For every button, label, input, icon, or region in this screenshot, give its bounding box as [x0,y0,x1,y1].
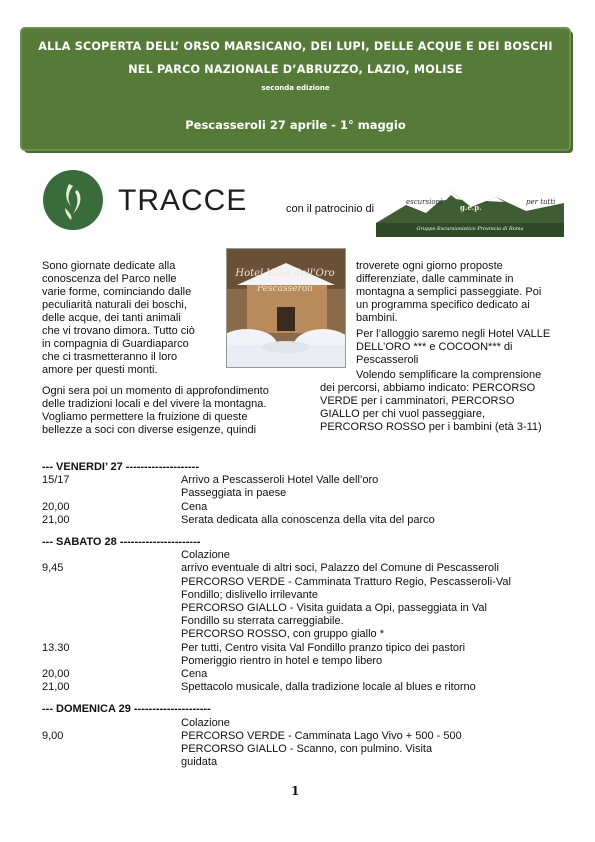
intro-line: amore per questi monti. [42,364,158,376]
intro-line: montagna a semplici passeggiate. Poi [356,286,542,298]
intro-line: GIALLO per chi vuol passeggiare, [320,408,486,420]
schedule-activity: Per tutti, Centro visita Val Fondillo pranzo tipico dei pastori [181,641,466,654]
day-heading: --- SABATO 28 ---------------------- [42,536,201,548]
title-line-1: ALLA SCOPERTA DELL’ ORSO MARSICANO, DEI LUPI, DELLE ACQUE E DEI BOSCHI [38,40,553,53]
schedule-activity: Serata dedicata alla conoscenza della vita del parco [181,513,435,526]
schedule-activity: PERCORSO VERDE - Camminata Tratturo Regio, Pescasseroli-Val [181,575,511,588]
schedule-time: 20,00 [42,500,70,513]
tracce-logo-icon [43,170,103,230]
schedule-activity: Cena [181,500,208,513]
page-number: 1 [291,784,300,798]
edition-label: seconda edizione [261,84,330,92]
intro-line: bambini. [356,312,398,324]
intro-line: PERCORSO ROSSO per i bambini (età 3-11) [320,421,542,433]
hotel-photo [226,248,346,368]
intro-line: VERDE per i camminatori, PERCORSO [320,395,515,407]
gep-subtitle: Gruppo Escursionistico Provincia di Roma [416,226,524,232]
dates-label: Pescasseroli 27 aprile - 1° maggio [185,118,406,132]
schedule-activity: Arrivo a Pescasseroli Hotel Valle dell’oro [181,474,379,487]
schedule-activity: Colazione [181,716,230,729]
schedule-activity: guidata [181,756,218,769]
schedule-activity: Spettacolo musicale, dalla tradizione locale al blues e ritorno [181,681,476,694]
svg-text:escursioni: escursioni [406,198,443,206]
svg-text:g.e.p.: g.e.p. [460,203,482,212]
intro-line: Vogliamo permettere la fruizione di queste [42,411,248,423]
svg-text:per tutti: per tutti [526,198,556,206]
schedule-time: 9,00 [42,729,64,742]
intro-line: delle tradizioni locali e del vivere la montagna. [42,398,267,410]
intro-line: dei percorsi, abbiamo indicato: PERCORSO [320,382,536,394]
schedule-activity: PERCORSO GIALLO - Visita guidata a Opi, passeggiata in Val [181,602,487,614]
schedule-time: 13.30 [42,641,70,654]
intro-line: conoscenza del Parco nelle [42,273,177,285]
day-heading: --- VENERDI’ 27 -------------------- [42,461,200,473]
schedule-activity: Fondillo su sterrata carreggiabile. [181,615,344,628]
intro-line: DELL’ORO *** e COCOON*** di [356,341,513,353]
schedule-time: 21,00 [42,681,70,694]
intro-line: Volendo semplificare la comprensione [356,369,542,381]
intro-line: Ogni sera poi un momento di approfondimento [42,385,269,397]
title-line-2: NEL PARCO NAZIONALE D’ABRUZZO, LAZIO, MOLISE [128,63,463,76]
schedule-activity: PERCORSO GIALLO - Scanno, con pulmino. Visita [181,743,433,755]
intro-line: bellezze a soci con diverse esigenze, quindi [42,424,257,436]
photo-caption-hotel: Hotel Valle dell'Oro [235,268,335,279]
intro-line: che vi trovano dimora. Tutto ciò [42,325,195,337]
schedule-activity: Fondillo; dislivello irrilevante [181,588,318,601]
intro-line: delle acque, dei tanti animali [42,312,181,324]
intro-line: Pescasseroli [356,354,419,366]
schedule-activity: PERCORSO ROSSO, con gruppo giallo * [181,628,384,641]
day-heading: --- DOMENICA 29 --------------------- [42,703,211,716]
intro-line: in compagnia di Guardiaparco [42,338,189,350]
schedule-activity: Cena [181,668,208,680]
schedule-time: 9,45 [42,562,64,575]
patrocinio-label: con il patrocinio di [286,203,375,215]
schedule-time: 21,00 [42,513,70,526]
intro-line: Sono giornate dedicate alla [42,260,176,272]
photo-caption-town: Pescasseroli [256,284,314,294]
schedule-activity: Pomeriggio rientro in hotel e tempo libero [181,654,383,667]
intro-line: differenziate, dalle camminate in [356,273,514,285]
intro-line: varie forme, cominciando dalle [42,286,192,298]
intro-line: un programma specifico dedicato ai [356,299,530,311]
schedule-time: 20,00 [42,668,70,680]
schedule-activity: PERCORSO VERDE - Camminata Lago Vivo + 500 - 500 [181,729,462,742]
schedule-activity: Passeggiata in paese [181,487,287,500]
tracce-wordmark: TRACCE [118,184,248,217]
header-banner [22,29,569,149]
intro-line: che ci trasmetteranno il loro [42,351,178,363]
intro-line: peculiarità naturali dei boschi, [42,299,187,311]
intro-line: Per l’alloggio saremo negli Hotel VALLE [356,328,551,340]
schedule-activity: Colazione [181,549,230,562]
intro-line: troverete ogni giorno proposte [356,260,503,272]
schedule-time: 15/17 [42,474,70,487]
schedule-activity: arrivo eventuale di altri soci, Palazzo del Comune di Pescasseroli [181,562,499,575]
